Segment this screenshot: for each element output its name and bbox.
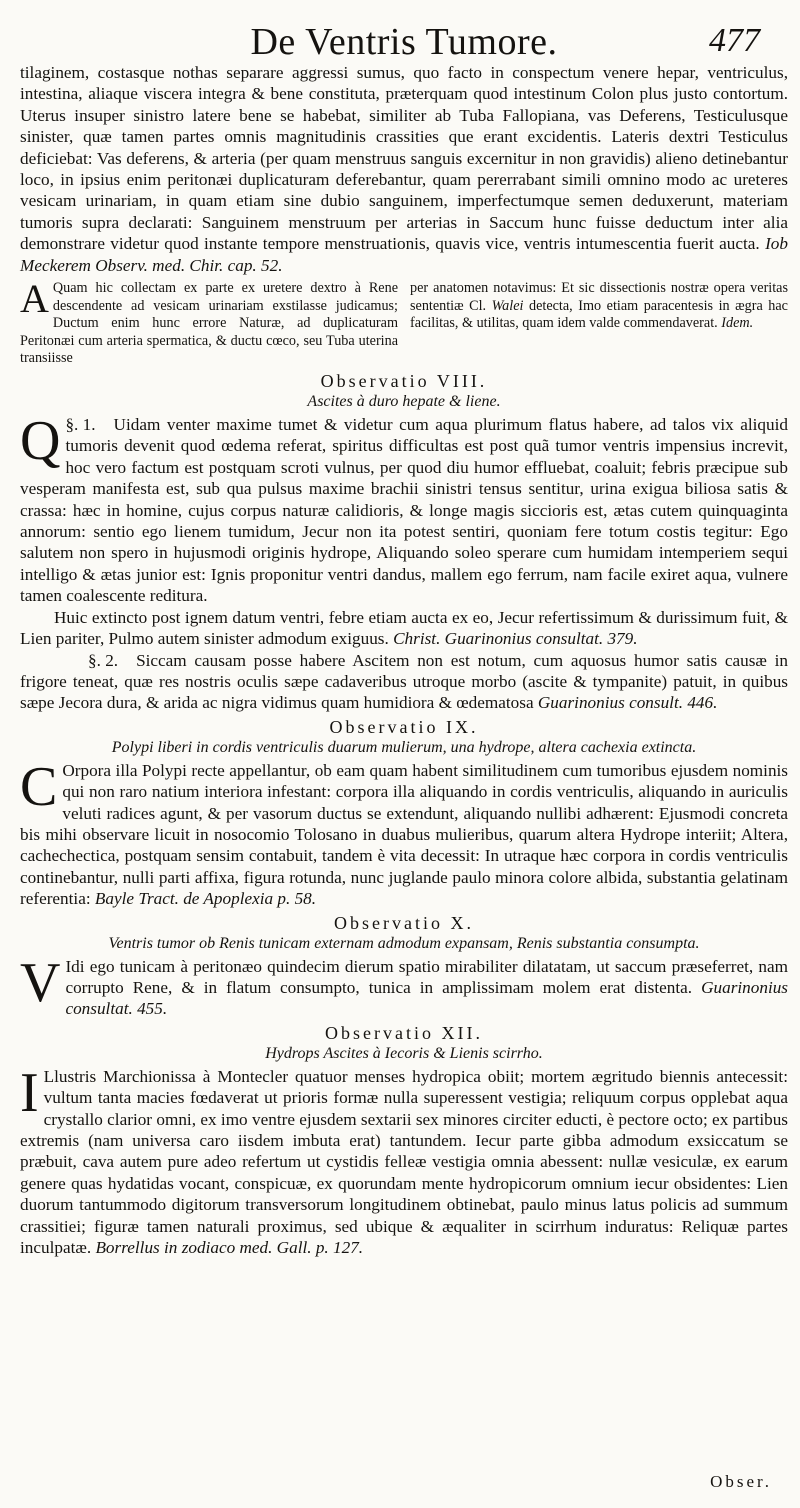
two-column-note xyxy=(20,276,788,368)
observation-8-source-1: Christ. Guarinonius consultat. 379. xyxy=(393,629,638,649)
drop-cap-q: Q xyxy=(20,410,61,473)
observation-8-text-2: Huic extincto post ignem datum ventri, febre etiam aucta ex eo, Jecur refertissimum & durissimum fuit, & Lien pariter, Pulmo autem sinister admodum exiguus. xyxy=(20,607,788,649)
observation-8-title: Observatio VIII. xyxy=(320,371,488,392)
right-column-text-b: detecta, Imo etiam paracentesis in ægra hac facilitas, & utilitas, quam idem valde commendaverat. xyxy=(410,297,788,332)
intro-paragraph xyxy=(20,62,788,276)
observation-10-source: Guarinonius consultat. 455. xyxy=(65,977,788,1019)
right-column xyxy=(410,280,788,368)
observation-8-paragraph-2 xyxy=(20,607,788,650)
drop-cap-c: C xyxy=(20,755,58,818)
observation-9-text: Orpora illa Polypi recte appellantur, ob eam quam habent similitudinem cum tumoribus ejusdem nominis qui non raro natium interiora infestant: corpora illa aliquando in cordis ventriculis, aliquando in auriculis veluti radices agunt, & per vasorum ductus se extendunt, aliquando nullibi adhærent: Ejusmodi concreta bis mihi observare licuit in nosocomio Tolosano in duabus mulieribus, quarum altera Hydrope interiit; Altera, cachechectica, postquam sensim contabuit, tandem è vita decessit: In utraque hæc corpora in cordis ventriculis continebantur, nulli parti affixa, figura rotunda, nunc juglande paulo minora colore albida, substantia gelatinam referentia: xyxy=(20,760,788,909)
observation-12-paragraph xyxy=(20,1061,788,1259)
right-column-text-a: per anatomen notavimus: Et sic dissectionis nostræ opera veritas sententiæ Cl. xyxy=(410,280,788,314)
observation-8-paragraph-3 xyxy=(20,650,788,714)
drop-cap-a: A xyxy=(20,276,49,322)
drop-cap-i: I xyxy=(20,1061,39,1124)
observation-8-paragraph-1 xyxy=(20,410,788,607)
right-column-source: Idem. xyxy=(721,315,754,332)
observation-9-source: Bayle Tract. de Apoplexia p. 58. xyxy=(94,889,317,909)
observation-8-source-2: Guarinonius consult. 446. xyxy=(537,693,718,713)
observation-12-source: Borrellus in zodiaco med. Gall. p. 127. xyxy=(95,1238,364,1258)
intro-text: tilaginem, costasque nothas separare aggressi sumus, quo facto in conspectum venere hepar, ventriculus, intestina, aliaque viscera integra & bene constituta, præterquam quod intestinum Colon plus justo contortum. Uterus insuper sinistro latere bene se habebat, similiter ab Tuba Fallopiana, vas Deferens, Testiculusque sinister, quæ tamen partes omnis magnitudinis crassities que erant excidentis. Lateris dextri Testiculus deficiebat: Vas deferens, & arteria (per quam menstruus sanguis excernitur in non gravidis) alieno detinebantur loco, in ipsius enim peritonæi duplicaturam deferebantur, quam pererrabant simili omnino modo ac ureteres vesicam urinariam, in quam etiam sine dubio sanguinem, imperfectumque semen deduxerunt, materiam tumoris supra declarati: Sanguinem menstruum per arterias in Saccum hunc fuisse deductum inter alia demonstrare videtur quod instante tempore menstruationis, quavis vice, ventris intumescentia fuerit aucta. xyxy=(20,63,788,254)
left-column-text: Quam hic collectam ex parte ex uretere dextro à Rene descendente ad vesicam urinariam exstilasse judicamus; Ductum enim hunc errore Naturæ, ad duplicaturam Peritonæi cum arteria spermatica, & ductu cœco, seu Tuba uterina transiisse xyxy=(20,280,398,367)
section-2-label: §. 2. xyxy=(88,650,119,670)
observation-8-text-1: Uidam venter maxime tumet & videtur cum aqua plurimum flatus habere, ad talos vix aliquid tumoris devenit quod œdema referat, spiritus difficultas est post quã tumor ventris impensius increvit, hoc vero factum est postquam scroti vulnus, per quod diu humor effluebat, coaluit; febris præcipue sub vesperam manifesta est, sub qua pulsus maxime brachii sinistri tensus sentitur, urina exigua biliosa satis & crassa: hæc in homine, cujus corpus naturæ calidioris, & longe magis siccioris est, ætas cutem quinquaginta annorum: sentio ego lienem tumidum, Jecur non ita potest sentiri, quoniam fere totum costis tegitur: Ego salutem non spero in hujusmodi originis hydrope, Aliquando soleo sperare cum humidam intemperiem sequi intelligo & ætas junior est: Ignis proponitur ventri dandus, mallem ego ferrum, nam facile exiret aqua, vulnere tamen coalescente reditura. xyxy=(20,415,788,606)
running-title: De Ventris Tumore. xyxy=(250,21,558,63)
drop-cap-v: V xyxy=(20,951,61,1014)
observation-10-paragraph xyxy=(20,951,788,1020)
observation-12-text: Llustris Marchionissa à Montecler quatuor menses hydropica obiit; mortem ægritudo biennis antecessit: vultum tanta macies fœdaverat ut prioris formæ nulla superessent vestigia; reliquum corpus opplebat aqua crystallo clarior omni, ex imo ventre ejusdem sextarii sex minores circiter educti, è pectore octo; ex partibus extremis (nam universa caro iisdem imbuta erat) tantundem. Iecur parte gibba admodum exsiccatum se præbuit, cava autem pure adeo refertum ut cystidis felleæ vestigia omnia abessent: nullæ vesiculæ, ex earum genere quas hydatidas vocant, conspicuæ, ex quorundam mente hydropicorum omnium iecur obsidentes: Lien duorum tantummodo digitorum transversorum longitudinem obtinebat, paulo minus latus policis ad summum crassitiei; figuræ tamen naturali proximus, sed ubique & æqualiter in scirrhum induratus: Reliquæ partes inculpatæ. xyxy=(20,1066,788,1258)
observation-8-text-3: Siccam causam posse habere Ascitem non est notum, cum aquosus humor satis causæ in frigore teneat, quæ res nostris oculis sæpe cadaveribus utroque morbo (ascite & tympanite) patuit, in quibus sæpe Jecora dura, & arida ac nigra vidimus quam humidiora & œdematosa xyxy=(20,650,788,713)
observation-12-title: Observatio XII. xyxy=(325,1022,483,1043)
observation-9-paragraph xyxy=(20,755,788,910)
right-column-name: Walei xyxy=(491,297,524,314)
observation-12-subtitle: Hydrops Ascites à Iecoris & Lienis scirrho. xyxy=(265,1044,543,1062)
observation-10-subtitle: Ventris tumor ob Renis tunicam externam admodum expansam, Renis substantia consumpta. xyxy=(108,934,700,952)
section-1-label: §. 1. xyxy=(65,415,96,435)
page-header xyxy=(20,0,788,62)
page-number: 477 xyxy=(709,22,760,59)
observation-9-subtitle: Polypi liberi in cordis ventriculis duarum mulierum, una hydrope, altera cachexia extincta. xyxy=(111,738,697,756)
observation-10-title: Observatio X. xyxy=(334,912,474,933)
observation-8-subtitle: Ascites à duro hepate & liene. xyxy=(307,393,501,411)
observation-10-text: Idi ego tunicam à peritonæo quindecim dierum spatio mirabiliter dilatatam, ut saccum præseferret, nam corrupto Rene, & in flatum consumpto, tunica in amplissimam molem erat distenta. xyxy=(65,956,788,997)
intro-source: Iob Meckerem Observ. med. Chir. cap. 52. xyxy=(20,234,788,275)
catchword: Obser. xyxy=(710,1472,772,1491)
observation-9-title: Observatio IX. xyxy=(329,716,479,737)
left-column xyxy=(20,276,398,368)
